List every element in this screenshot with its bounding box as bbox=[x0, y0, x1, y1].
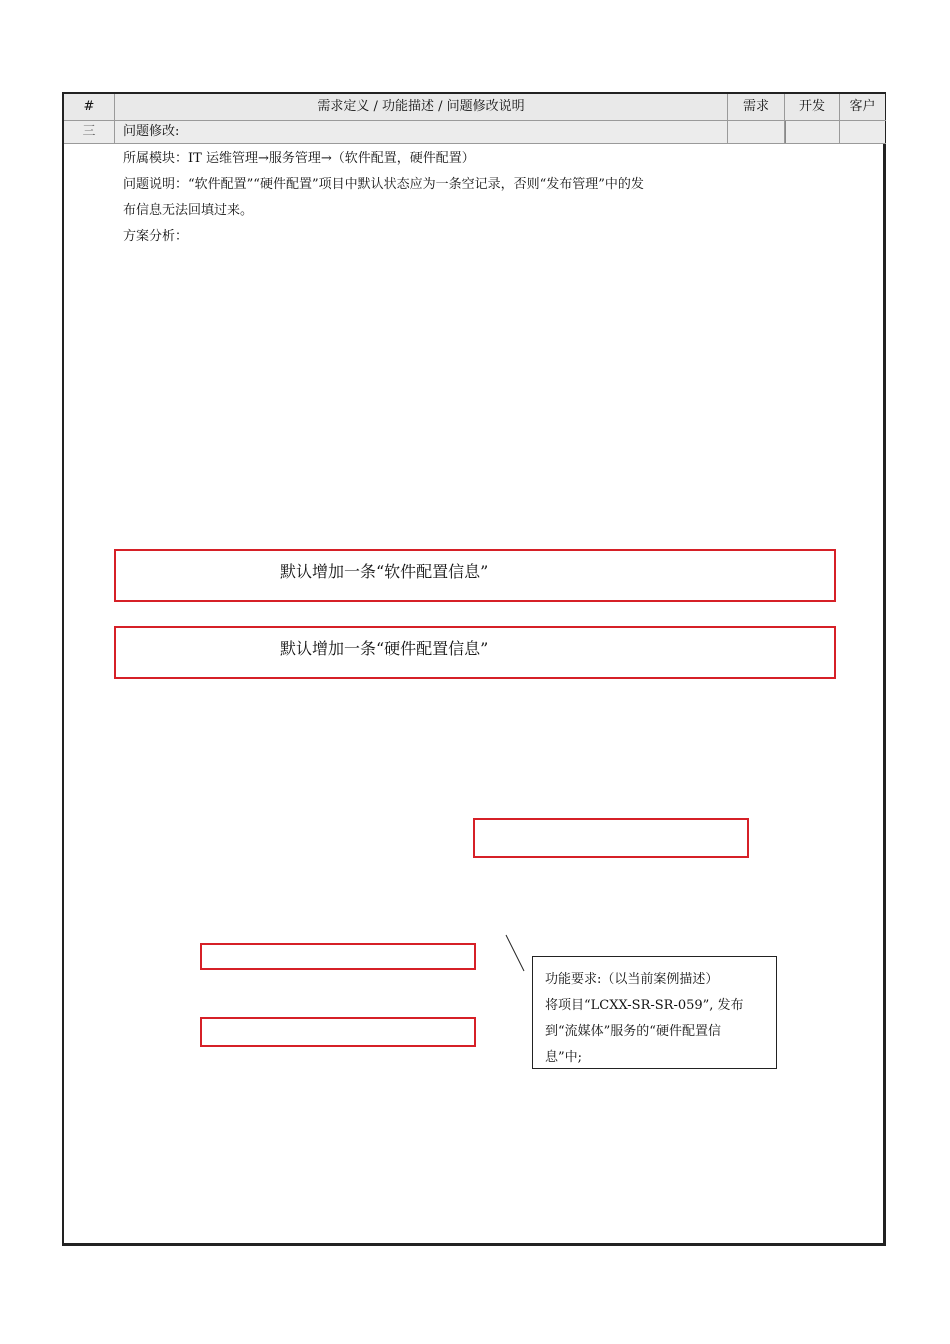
problem-line-2: 布信息无法回填过来。 bbox=[123, 203, 254, 218]
header-dev: 开发 bbox=[798, 99, 825, 114]
hardware-config-box bbox=[114, 626, 836, 679]
header-num: # bbox=[83, 99, 95, 114]
header-title: 需求定义 / 功能描述 / 问题修改说明 bbox=[317, 99, 525, 114]
hardware-config-label: 默认增加一条“硬件配置信息” bbox=[280, 639, 489, 658]
header-req-cell bbox=[728, 94, 784, 120]
row-index-cell bbox=[64, 121, 114, 143]
header-client: 客户 bbox=[849, 99, 876, 114]
row-index: 三 bbox=[82, 124, 96, 139]
problem-line-1: 问题说明：“软件配置”“硬件配置”项目中默认状态应为一条空记录，否则“发布管理”中的发 bbox=[123, 177, 644, 192]
header-num-cell bbox=[64, 94, 114, 120]
module-line: 所属模块：IT 运维管理→服务管理→（软件配置，硬件配置） bbox=[123, 151, 475, 166]
col-divider-2 bbox=[727, 94, 728, 143]
col-divider-1 bbox=[114, 94, 115, 143]
software-config-label: 默认增加一条“软件配置信息” bbox=[280, 562, 489, 581]
col-divider-3 bbox=[784, 94, 785, 143]
software-config-box bbox=[114, 549, 836, 602]
analysis-heading: 方案分析： bbox=[123, 229, 189, 244]
highlight-box-2 bbox=[200, 943, 476, 970]
header-req: 需求 bbox=[742, 99, 769, 114]
row-divider bbox=[64, 143, 886, 144]
col-divider-4 bbox=[839, 94, 840, 143]
row-title: 问题修改: bbox=[123, 124, 180, 139]
row-title-cell bbox=[115, 121, 727, 143]
callout-note bbox=[532, 956, 777, 1069]
highlight-box-3 bbox=[200, 1017, 476, 1047]
header-dev-cell bbox=[785, 94, 839, 120]
row-client-cell bbox=[840, 121, 885, 143]
callout-line-3: 到“流媒体”服务的“硬件配置信 bbox=[545, 1024, 721, 1039]
row-req-cell bbox=[728, 121, 784, 143]
header-client-cell bbox=[840, 94, 885, 120]
row-dev-cell bbox=[785, 121, 839, 143]
callout-leader-line bbox=[505, 934, 527, 974]
callout-line-4: 息”中; bbox=[545, 1050, 583, 1065]
header-title-cell bbox=[115, 94, 727, 120]
callout-line-2: 将项目“LCXX-SR-SR-059”, 发布 bbox=[545, 998, 744, 1013]
header-divider bbox=[64, 120, 886, 121]
highlight-box-1 bbox=[473, 818, 749, 858]
callout-line-1: 功能要求:（以当前案例描述） bbox=[545, 972, 719, 987]
